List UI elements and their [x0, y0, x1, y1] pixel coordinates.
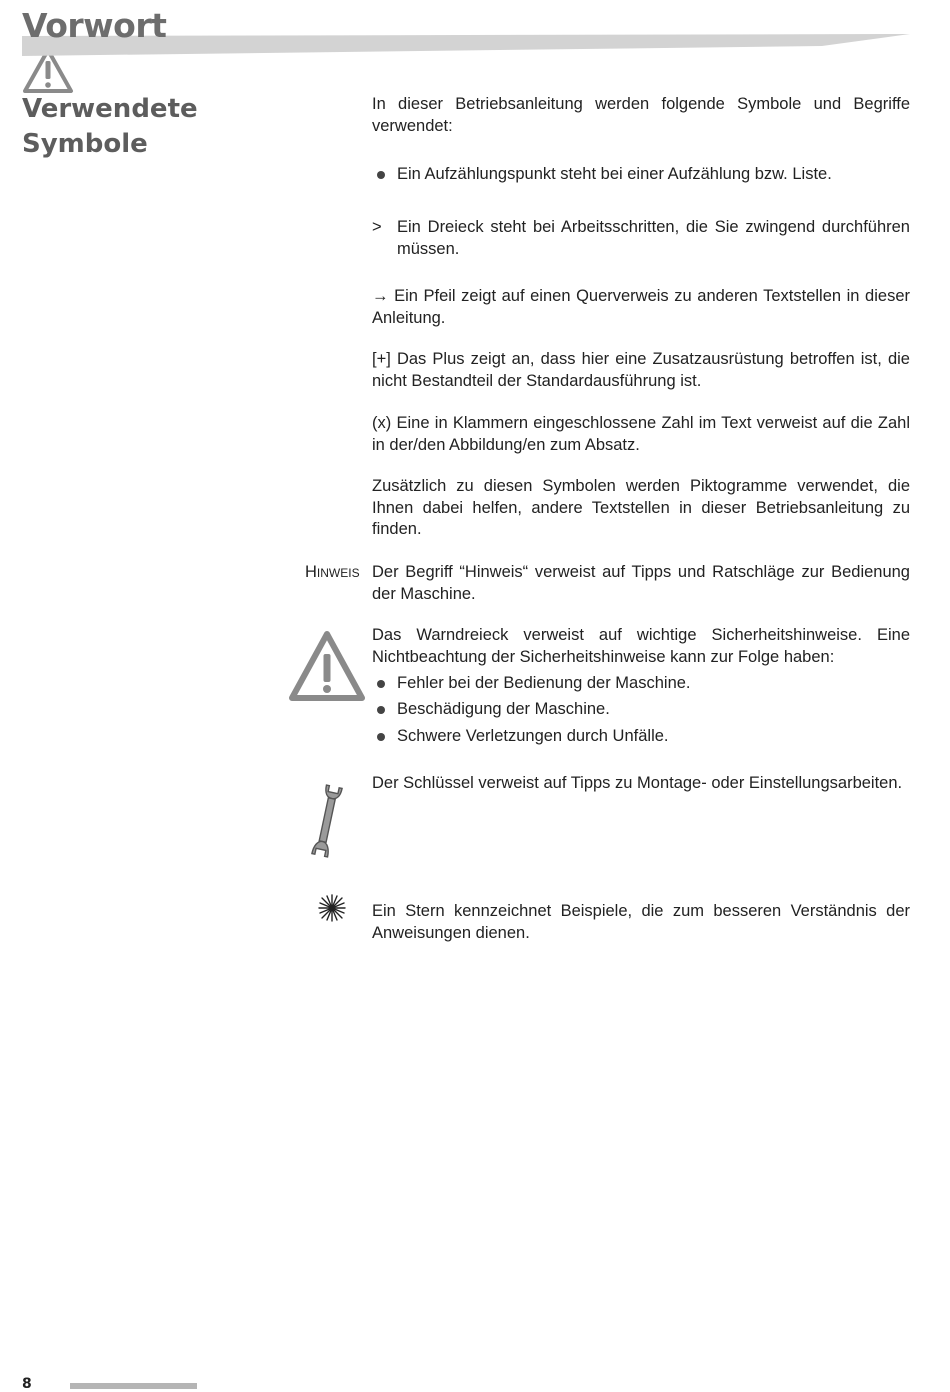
warning-bullet	[372, 726, 910, 748]
bullet-icon	[377, 733, 385, 741]
wrench-text: Der Schlüssel verweist auf Tipps zu Montage- oder Einstellungsarbeiten.	[372, 774, 903, 792]
symbol-text: Ein Aufzählungspunkt steht bei einer Aufzählung bzw. Liste.	[397, 165, 832, 183]
hinweis-label: HINWEIS	[305, 563, 360, 581]
symbol-item-number	[372, 413, 910, 456]
arrow-marker: →	[372, 287, 389, 305]
footer-bar	[70, 1383, 197, 1389]
section-title-line2: Symbole	[22, 129, 148, 159]
warning-bullet-text: Schwere Verletzungen durch Unfälle.	[397, 727, 669, 745]
warning-bullet	[372, 699, 910, 721]
symbol-item-arrow	[372, 286, 910, 329]
page-title: Vorwort	[22, 6, 167, 45]
warning-bullet-text: Fehler bei der Bedienung der Maschine.	[397, 674, 691, 692]
symbol-text: Ein Dreieck steht bei Arbeitsschritten, die Sie zwingend durchführen müssen.	[397, 218, 910, 258]
symbol-text: Ein Pfeil zeigt auf einen Querverweis zu anderen Textstellen in dieser Anleitung.	[372, 287, 910, 327]
warning-triangle-icon	[288, 630, 366, 702]
star-text: Ein Stern kennzeichnet Beispiele, die zum besseren Verständnis der Anweisungen dienen.	[372, 902, 910, 942]
section-title	[22, 92, 242, 162]
symbol-item-bullet	[372, 164, 910, 186]
star-icon	[318, 894, 346, 922]
symbol-text: Eine in Klammern eingeschlossene Zahl im Text verweist auf die Zahl in der/den Abbildung/en zum Absatz.	[372, 414, 910, 454]
page-number: 8	[22, 1376, 32, 1392]
section-title-line1: Verwendete	[22, 94, 198, 124]
hinweis-text: Der Begriff “Hinweis“ verweist auf Tipps und Ratschläge zur Bedienung der Maschine.	[372, 563, 910, 603]
bullet-icon	[377, 680, 385, 688]
wrench-icon	[305, 782, 349, 860]
warning-bullet-text: Beschädigung der Maschine.	[397, 700, 610, 718]
bullet-icon	[377, 706, 385, 714]
bullet-icon	[377, 171, 385, 179]
symbol-item-triangle	[372, 217, 910, 260]
intro-text: In dieser Betriebsanleitung werden folgende Symbole und Begriffe verwendet:	[372, 95, 910, 135]
number-marker: (x)	[372, 414, 392, 432]
warning-text: Das Warndreieck verweist auf wichtige Sicherheitshinweise. Eine Nichtbeachtung der Sicherheitshinweise kann zur Folge haben:	[372, 626, 910, 666]
plus-marker: [+]	[372, 350, 391, 368]
step-marker: >	[372, 218, 382, 236]
symbol-item-plus	[372, 349, 910, 392]
warning-bullet	[372, 673, 910, 695]
pictogram-intro: Zusätzlich zu diesen Symbolen werden Piktogramme verwendet, die Ihnen dabei helfen, andere Textstellen in dieser Betriebsanleitung zu finden.	[372, 477, 910, 538]
symbol-text: Das Plus zeigt an, dass hier eine Zusatzausrüstung betroffen ist, die nicht Bestandteil der Standardausführung ist.	[372, 350, 910, 390]
